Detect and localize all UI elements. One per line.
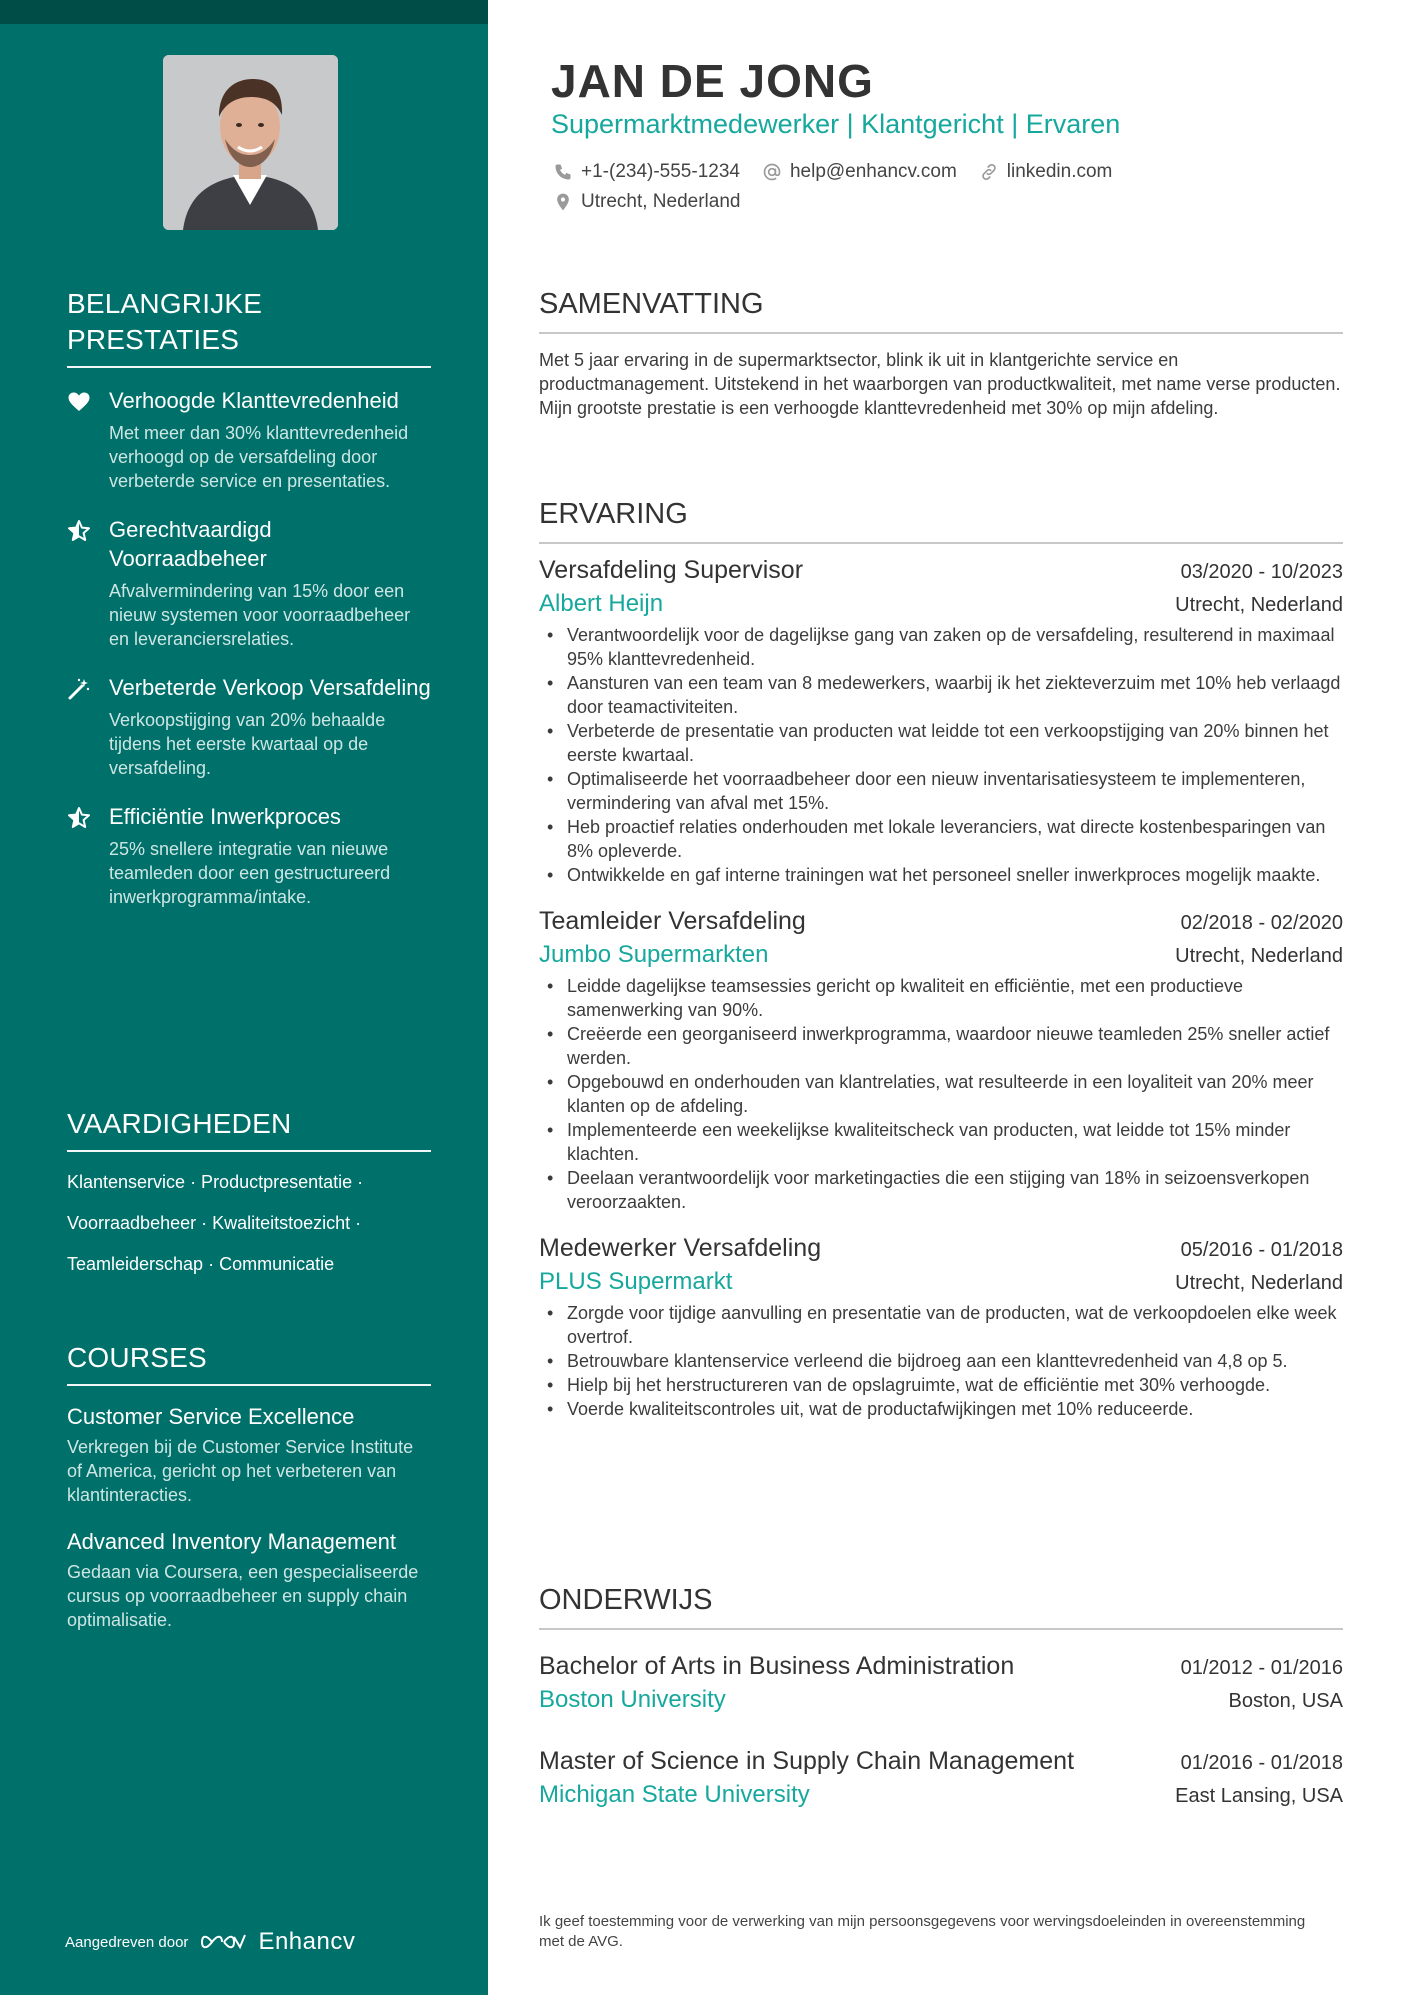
job-location: Utrecht, Nederland — [1175, 1272, 1343, 1294]
job-bullet: • Ontwikkelde en gaf interne trainingen wat het personeel sneller inwerkproces mogelijk maakte. — [539, 863, 1343, 887]
achievement-title: Verbeterde Verkoop Versafdeling — [109, 675, 431, 700]
summary-divider — [539, 332, 1343, 334]
magic-wand-icon — [67, 677, 91, 701]
job-location: Utrecht, Nederland — [1175, 594, 1343, 616]
course-item — [67, 1527, 431, 1632]
skills-divider — [67, 1150, 431, 1152]
email-text: help@enhancv.com — [789, 161, 957, 182]
education-school: Michigan State University — [539, 1781, 810, 1808]
skill-line: Klantenservice · Productpresentatie · — [67, 1172, 364, 1192]
link-icon — [979, 162, 999, 182]
education-section — [539, 1582, 1343, 1812]
education-school: Boston University — [539, 1686, 726, 1713]
courses-section — [67, 1340, 431, 1632]
location-pin-icon — [553, 192, 573, 212]
summary-text: Met 5 jaar ervaring in de supermarktsector, blink ik uit in klantgerichte service en productmanagement. Uitstekend in het waarborgen van productkwaliteit, met name verse producten. Mijn grootste prestatie is een verhoogde klanttevredenheid met 30% op mijn afdeling. — [539, 350, 1341, 418]
job-title: Medewerker Versafdeling — [539, 1234, 822, 1262]
job-company: Jumbo Supermarkten — [539, 941, 769, 968]
achievement-item — [67, 515, 431, 651]
job-company: PLUS Supermarkt — [539, 1268, 733, 1295]
job-bullets — [539, 1301, 1343, 1421]
job-bullet: • Opgebouwd en onderhouden van klantrelaties, wat resulteerde in een loyaliteit van 20% meer klanten op de afdeling. — [539, 1070, 1343, 1118]
job-bullet: • Creëerde een georganiseerd inwerkprogramma, waardoor nieuwe teamleden 25% sneller actief werden. — [539, 1022, 1343, 1070]
education-date: 01/2012 - 01/2016 — [1180, 1657, 1343, 1679]
education-location: Boston, USA — [1228, 1690, 1343, 1712]
profile-photo — [163, 55, 338, 230]
education-degree: Bachelor of Arts in Business Administration — [539, 1652, 1015, 1680]
achievement-description: 25% snellere integratie van nieuwe teamleden door een gestructureerd inwerkprogramma/intake. — [109, 839, 391, 907]
job-entry — [539, 1232, 1343, 1421]
candidate-name: JAN DE JONG — [551, 55, 874, 107]
course-description: Verkregen bij de Customer Service Institute of America, gericht op het verbeteren van klantinteracties. — [67, 1437, 414, 1505]
course-item — [67, 1402, 431, 1507]
location-text: Utrecht, Nederland — [581, 191, 741, 212]
heart-icon — [67, 390, 91, 414]
candidate-headline: Supermarktmedewerker | Klantgericht | Ervaren — [551, 109, 1121, 139]
enhancv-logo-icon — [200, 1931, 246, 1953]
experience-section — [539, 496, 1343, 1421]
contact-email[interactable] — [762, 161, 957, 183]
courses-heading: COURSES — [67, 1342, 207, 1373]
education-degree: Master of Science in Supply Chain Management — [539, 1747, 1075, 1775]
consent-footer: Ik geef toestemming voor de verwerking van mijn persoonsgegevens voor wervingsdoeleinden in overeenstemming met de AVG. — [539, 1913, 1306, 1950]
job-bullet: • Optimaliseerde het voorraadbeheer door een nieuw inventarisatiesysteem te implementeren, vermindering van afval met 15%. — [539, 767, 1343, 815]
linkedin-text: linkedin.com — [1006, 161, 1113, 182]
powered-by-label: Aangedreven door — [65, 1933, 189, 1951]
achievement-description: Met meer dan 30% klanttevredenheid verhoogd op de versafdeling door verbeterde service en presentaties. — [109, 423, 409, 491]
powered-by-brand: Enhancv — [258, 1928, 356, 1955]
summary-section — [539, 286, 1343, 420]
job-title: Teamleider Versafdeling — [539, 907, 806, 935]
job-bullet: • Verantwoordelijk voor de dagelijkse gang van zaken op de versafdeling, resulterend in maximaal 95% klanttevredenheid. — [539, 623, 1343, 671]
phone-icon — [553, 162, 573, 182]
job-company: Albert Heijn — [539, 590, 664, 617]
job-bullet: • Implementeerde een weekelijkse kwaliteitscheck van producten, wat leidde tot 15% minder klachten. — [539, 1118, 1343, 1166]
skill-line: Voorraadbeheer · Kwaliteitstoezicht · — [67, 1213, 362, 1233]
courses-divider — [67, 1384, 431, 1386]
achievement-description: Afvalvermindering van 15% door een nieuw systemen voor voorraadbeheer en leveranciersrelaties. — [109, 581, 411, 649]
education-date: 01/2016 - 01/2018 — [1180, 1752, 1343, 1774]
sidebar — [0, 0, 488, 1995]
skills-list — [67, 1162, 431, 1285]
job-bullet: • Betrouwbare klantenservice verleend die bijdroeg aan een klanttevredenheid van 4,8 op 5. — [539, 1349, 1343, 1373]
achievement-description: Verkoopstijging van 20% behaalde tijdens het eerste kwartaal op de versafdeling. — [109, 710, 386, 778]
achievement-title: Gerechtvaardigd Voorraadbeheer — [109, 517, 272, 571]
job-bullets — [539, 974, 1343, 1214]
skill-line: Teamleiderschap · Communicatie — [67, 1254, 335, 1274]
experience-heading: ERVARING — [539, 498, 688, 530]
phone-text: +1-(234)-555-1234 — [581, 161, 740, 182]
contact-row — [553, 161, 1112, 183]
job-bullet: • Leidde dagelijkse teamsessies gericht op kwaliteit en efficiëntie, met een productieve samenwerking van 90%. — [539, 974, 1343, 1022]
achievements-divider — [67, 366, 431, 368]
education-entry — [539, 1650, 1343, 1717]
job-entry — [539, 554, 1343, 887]
star-icon — [67, 806, 91, 830]
job-bullets — [539, 623, 1343, 887]
achievements-section — [67, 286, 431, 909]
job-bullet: • Heb proactief relaties onderhouden met lokale leveranciers, wat directe kostenbesparingen van 8% opleverde. — [539, 815, 1343, 863]
job-entry — [539, 905, 1343, 1214]
job-title: Versafdeling Supervisor — [539, 556, 804, 584]
achievement-title: Verhoogde Klanttevredenheid — [109, 388, 399, 413]
achievements-heading: BELANGRIJKE PRESTATIES — [67, 288, 263, 355]
job-bullet: • Voerde kwaliteitscontroles uit, wat de productafwijkingen met 10% reduceerde. — [539, 1397, 1343, 1421]
course-title: Customer Service Excellence — [67, 1404, 355, 1429]
achievement-item — [67, 802, 431, 909]
powered-by — [65, 1928, 355, 1956]
education-entry — [539, 1745, 1343, 1812]
sidebar-top-bar — [0, 0, 488, 24]
job-date: 02/2018 - 02/2020 — [1180, 912, 1343, 934]
job-bullet: • Deelaan verantwoordelijk voor marketingacties die een stijging van 18% in seizoensverkopen veroorzaakten. — [539, 1166, 1343, 1214]
job-bullet: • Aansturen van een team van 8 medewerkers, waarbij ik het ziekteverzuim met 10% heb verlaagd door teamactiviteiten. — [539, 671, 1343, 719]
job-bullet: • Hielp bij het herstructureren van de opslagruimte, wat de efficiëntie met 30% verhoogde. — [539, 1373, 1343, 1397]
achievement-item — [67, 673, 431, 780]
job-date: 05/2016 - 01/2018 — [1180, 1239, 1343, 1261]
experience-divider — [539, 542, 1343, 544]
education-location: East Lansing, USA — [1175, 1785, 1343, 1807]
contact-location — [553, 191, 740, 213]
at-sign-icon — [762, 162, 782, 182]
education-heading: ONDERWIJS — [539, 1584, 713, 1616]
contact-phone[interactable] — [553, 161, 740, 183]
job-location: Utrecht, Nederland — [1175, 945, 1343, 967]
education-divider — [539, 1628, 1343, 1630]
course-title: Advanced Inventory Management — [67, 1529, 396, 1554]
course-description: Gedaan via Coursera, een gespecialiseerde cursus op voorraadbeheer en supply chain optimalisatie. — [67, 1562, 419, 1630]
job-date: 03/2020 - 10/2023 — [1180, 561, 1343, 583]
skills-section — [67, 1106, 431, 1285]
summary-heading: SAMENVATTING — [539, 288, 764, 320]
achievement-item — [67, 386, 431, 493]
job-bullet: • Zorgde voor tijdige aanvulling en presentatie van de producten, wat de verkoopdoelen elke week overtrof. — [539, 1301, 1343, 1349]
achievement-title: Efficiëntie Inwerkproces — [109, 804, 341, 829]
skills-heading: VAARDIGHEDEN — [67, 1108, 292, 1139]
star-icon — [67, 519, 91, 543]
contact-row-location — [553, 191, 740, 213]
contact-linkedin[interactable] — [979, 161, 1113, 183]
job-bullet: • Verbeterde de presentatie van producten wat leidde tot een verkoopstijging van 20% binnen het eerste kwartaal. — [539, 719, 1343, 767]
